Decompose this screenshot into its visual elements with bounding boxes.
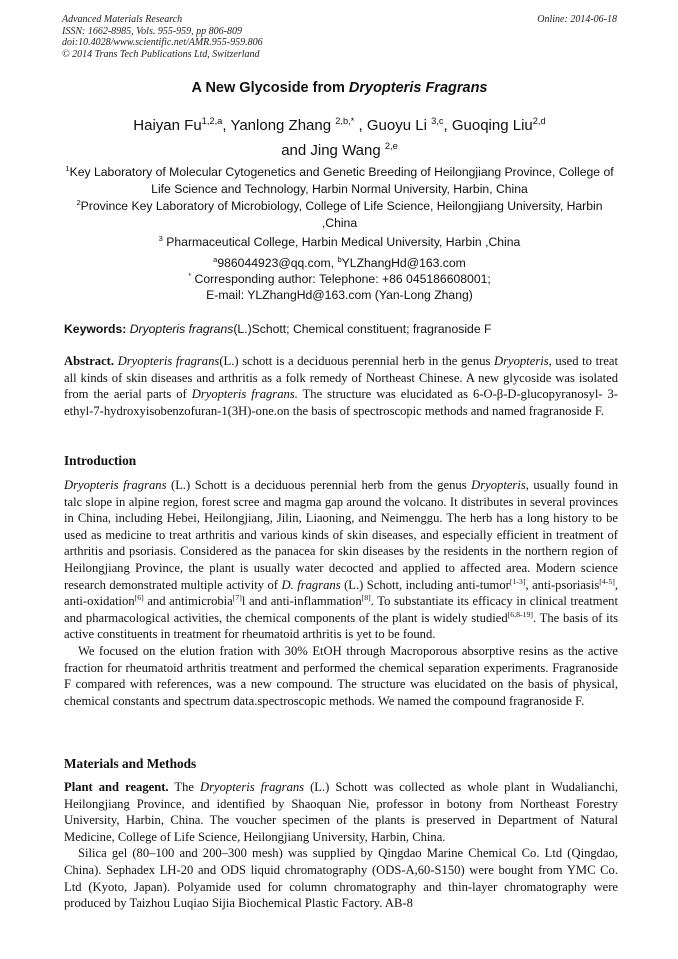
intro-text: and antimicrobia (143, 594, 233, 609)
methods-label: Plant and reagent. (64, 780, 169, 794)
methods-text: (L.) Schott was collected as whole plant in Wudalianchi, Heilongjiang Province, and identified by Shaoquan Nie, professor in botony from Northeast Forestry University, Harbin, China. The voucher specimen of the plants is preserved in Department of Natural Medicine, College of Life Science, Heilongjiang University, Harbin, China. (64, 780, 618, 844)
citation-ref[interactable]: [7] (232, 592, 242, 602)
journal-header (62, 14, 617, 60)
email-address[interactable]: YLZhangHd@163.com (341, 256, 466, 270)
keywords-label: Keywords: (64, 322, 127, 336)
email-sup: b (337, 254, 342, 264)
abstract-label: Abstract. (64, 354, 115, 368)
methods-paragraph-1 (64, 779, 618, 845)
author-name: Guoqing Liu (451, 117, 533, 134)
intro-text: Dryopteris (471, 478, 526, 492)
author-sup: 2,b,* (335, 116, 355, 126)
abstract-text: Dryopteris fragrans (117, 354, 220, 368)
email-address[interactable]: 986044923@qq.com, (217, 256, 338, 270)
affiliation-text: Key Laboratory of Molecular Cytogenetics and Genetic Breeding of Heilongjiang Province, College of Life Science and Technology, Harbin Normal University, Harbin, China (69, 165, 614, 196)
methods-heading: Materials and Methods (64, 756, 197, 771)
author-line-1 (62, 113, 617, 138)
author-name: Yanlong Zhang (230, 117, 336, 134)
citation-ref[interactable]: [6] (134, 592, 144, 602)
intro-text: D. fragrans (281, 577, 341, 592)
affiliation-sup: 1 (65, 163, 70, 173)
affiliation-1 (62, 164, 617, 198)
email-line-1 (62, 255, 617, 271)
abstract-text: The structure was elucidated as 6-O-β-D-glucopyranosyl- 3-ethyl-7-hydroxyisobenzofuran-1(3H)-one.on the basis of spectroscopic methods and named fragranoside F. (64, 387, 619, 418)
paper-title (62, 80, 617, 96)
affiliation-sup: 2 (76, 197, 81, 207)
citation-ref[interactable]: [6,8-19] (507, 609, 533, 619)
corresponding-text: Corresponding author: Telephone: +86 045186608001; (191, 272, 491, 286)
intro-text: , anti-oxidation (64, 577, 618, 609)
methods-text: The (168, 780, 201, 794)
introduction-heading: Introduction (64, 453, 137, 468)
title-italic: Dryopteris Fragrans (348, 80, 488, 96)
corresponding-line (62, 271, 617, 287)
title-plain: A New Glycoside from (191, 80, 349, 96)
abstract-text: , used to treat all kinds of skin diseases and arthritis as a folk remedy of Northeast Chinese. A new glycoside was isolated from the aerial parts of (64, 354, 618, 402)
author-line-2 (62, 138, 617, 163)
issn-line: ISSN: 1662-8985, Vols. 955-959, pp 806-809 (62, 25, 242, 37)
author-separator: , (354, 117, 367, 134)
affiliation-sup: 3 (158, 233, 163, 243)
corresponding-star: * (188, 270, 192, 280)
intro-text: (L.) Schott is a deciduous perennial herb from the genus (166, 478, 472, 492)
affiliation-text: Pharmaceutical College, Harbin Medical University, Harbin ,China (162, 235, 521, 249)
intro-text: . To substantiate its efficacy in clinical treatment and pharmacological activities, the chemical components of the plant is widely studied (64, 594, 618, 625)
author-name: Guoyu Li (366, 117, 432, 134)
intro-text: , usually found in talc slope in alpine region, forest scree and magma gap around the volcano. It distributes in several provinces in China, including Hebei, Heilongjiang, Jilin, Liaoning, and Neimenggu. The herb has a long history to be used as medicine to treat arthritis and various kinds of skin diseases, and especially efficient in treatment of arthritis and psoriasis. Considered as the panacea for skin diseases by the residents in the northern region of Heilongjiang Province, the plant is usually water decocted and applied to affected area. Modern science research demonstrated multiple activity of (64, 478, 619, 592)
citation-ref[interactable]: [8] (361, 592, 371, 602)
abstract (64, 353, 618, 419)
author-sup: 3,c (431, 116, 444, 126)
methods-body (64, 779, 618, 912)
intro-text: , anti-psoriasis (525, 577, 600, 592)
citation-ref[interactable]: [4-5] (599, 576, 615, 586)
intro-text: l and anti-inflammation (241, 594, 362, 609)
keywords-line (64, 322, 618, 336)
intro-text: (L.) Schott, including anti-tumor (340, 577, 510, 592)
keywords-italic: Dryopteris fragrans (129, 322, 234, 336)
methods-text: Dryopteris fragrans (200, 780, 305, 794)
citation-ref[interactable]: [1-3] (509, 576, 526, 586)
email-line-2[interactable]: E-mail: YLZhangHd@163.com (Yan-Long Zhang) (206, 288, 473, 302)
author-name: and Jing Wang (281, 142, 385, 159)
intro-text: . The basis of its active constituents in treatment for rheumatoid arthritis is yet to be found. (64, 610, 619, 642)
copyright-line: © 2014 Trans Tech Publications Ltd, Switzerland (62, 48, 260, 60)
affiliation-3 (62, 234, 617, 251)
affiliation-text: Province Key Laboratory of Microbiology, College of Life Science, Heilongjiang University, Harbin ,China (80, 199, 603, 230)
abstract-text: (L.) schott is a deciduous perennial herb in the genus (219, 354, 495, 368)
methods-paragraph-2: Silica gel (80–100 and 200–300 mesh) was supplied by Qingdao Marine Chemical Co. Ltd (Qingdao, China). Sephadex LH-20 and ODS liquid chromatography (ODS-A,60-S150) were bought from YMC Co. Ltd (Kyoto, Japan). Polyamide used for column chromatography and thin-layer chromatography were produced by Taizhou Luqiao Sijia Biochemical Plastic Factory. AB-8 (64, 846, 618, 911)
author-separator: , (443, 117, 452, 134)
email-sup: a (213, 254, 218, 264)
intro-paragraph-2: We focused on the elution fration with 30% EtOH through Macroporous absorptive resins as the active fraction for rheumatoid arthritis treatment and performed the chemical separation experiments. Fragranoside F compared with references, was a new compound. The structure was elucidated on the basis of physical, chemical constants and spectrum data.spectroscopic methods. We named the compound fragranoside F. (64, 643, 618, 708)
author-sup: 2,e (384, 141, 398, 151)
introduction-body (64, 477, 618, 709)
journal-name: Advanced Materials Research (62, 14, 183, 25)
author-name: Haiyan Fu (133, 117, 202, 134)
abstract-text: Dryopteris (494, 354, 549, 368)
author-separator: , (222, 117, 231, 134)
intro-paragraph-1 (64, 477, 618, 643)
author-sup: 2,d (532, 116, 546, 126)
online-date: Online: 2014-06-18 (537, 14, 617, 25)
abstract-text: Dryopteris fragrans. (191, 387, 298, 402)
doi-line[interactable]: doi:10.4028/www.scientific.net/AMR.955-959.806 (62, 37, 263, 48)
author-sup: 1,2,a (201, 116, 223, 126)
author-list (62, 113, 617, 163)
intro-text: Dryopteris fragrans (64, 478, 167, 492)
affiliation-2 (62, 198, 617, 232)
contact-block (62, 255, 617, 303)
keywords-text: (L.)Schott; Chemical constituent; fragranoside F (233, 322, 492, 336)
